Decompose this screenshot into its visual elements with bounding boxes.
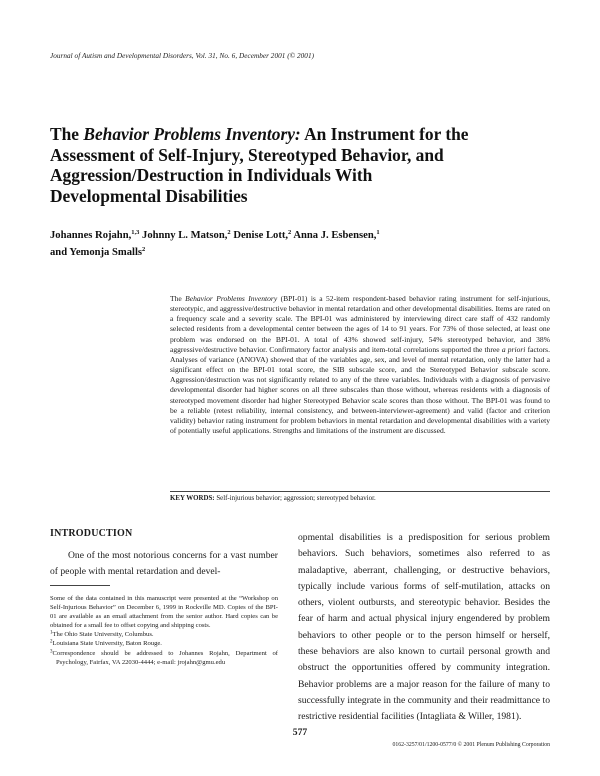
footnote-divider	[50, 585, 110, 586]
article-title	[50, 124, 480, 206]
title-prefix: The	[50, 124, 84, 144]
author-matson: Johnny L. Matson,	[142, 230, 228, 241]
keywords-label: KEY WORDS:	[170, 495, 215, 502]
abstract-part-3: factors. Analyses of variance (ANOVA) showed that of the variables age, sex, and level of mental retardation, only the latter had a significant effect on the BPI-01 total score, the SIB subscale score, and the Stereotyped Behavior subscale score. Aggression/destruction was not significantly related to any of the three variables. Individuals with a diagnosis of pervasive developmental disorder had higher scores on all three subscales than those without, whereas residents with a diagnosis of stereotyped movement disorder had higher Stereotyped Behavior scale scores than those without. The BPI-01 was found to be a reliable (retest reliability, internal consistency, and between-interviewer-agreement) and valid (factor and criterion validity) behavior rating instrument for problem behaviors in mental retardation and developmental disabilities with a variety of potentially useful applications. Strengths and limitations of the instrument are discussed.	[170, 344, 551, 436]
footnote-2-mark: 2	[50, 639, 53, 645]
abstract-instrument-name: Behavior Problems Inventory	[185, 294, 278, 303]
abstract	[170, 294, 550, 436]
title-rest: An Instrument for the Assessment of Self-Injury, Stereotyped Behavior, and Aggression/Destruction in Individuals With Developmental Disabilities	[50, 124, 469, 206]
footnote-3-mark: 3	[50, 649, 53, 655]
abstract-part-1: The	[170, 294, 186, 303]
keywords	[170, 494, 550, 504]
footnote-1-mark: 1	[50, 630, 53, 636]
author-rojahn-affiliation: 1,3	[131, 229, 140, 236]
footnote-1-text: The Ohio State University, Columbus.	[52, 631, 154, 639]
footnote-1	[50, 630, 278, 639]
footnote-2	[50, 639, 278, 648]
author-esbensen: Anna J. Esbensen,	[293, 230, 377, 241]
author-matson-affiliation: 2	[227, 229, 231, 236]
footnote-3	[50, 649, 278, 667]
title-instrument-name: Behavior Problems Inventory:	[83, 124, 301, 144]
introduction-right-column: opmental disabilities is a predisposition for serious problem behaviors. Such behaviors, sometimes also referred to as maladaptive, aberrant, challenging, or destructive behaviors, typically include various forms of self-mutilation, attacks on others, violent outbursts, and stereotypic behavior. Besides the fear of harm and actual physical injury engendered by problem behaviors to other people or to the person himself or herself, these behaviors are also known to curtail personal growth and obstruct the opportunities offered by community integration. Behavior problems are a major reason for the failure of many to successfully integrate in the community and their readmittance to restrictive residential facilities (Intagliata & Willer, 1981).	[298, 532, 550, 723]
footnotes	[50, 594, 278, 667]
author-lott: Denise Lott,	[233, 230, 289, 241]
author-smalls: Yemonja Smalls	[69, 247, 143, 258]
abstract-a-priori: a priori	[501, 344, 526, 354]
page-number: 577	[292, 727, 308, 738]
abstract-part-2: (BPI-01) is a 52-item respondent-based behavior rating instrument for self-injurious, stereotypic, and aggressive/destructive behavior in mental retardation and other developmental disabilities. Items are rated on a frequency scale and a severity scale. The BPI-01 was administered by interviewing direct care staff of 432 randomly selected residents from a developmental center between the ages of 14 to 91 years. For 73% of those selected, at least one problem was endorsed on the BPI-01. A total of 43% showed self-injury, 54% stereotyped behavior, and 38% aggressive/destructive behavior. Confirmatory factor analysis and item-total correlations supported the three	[170, 294, 550, 354]
author-conjunction: and	[50, 247, 70, 258]
author-rojahn: Johannes Rojahn,	[50, 230, 132, 241]
author-esbensen-affiliation: 1	[376, 229, 380, 236]
footnote-3-text: Correspondence should be addressed to Johannes Rojahn, Department of Psychology, Fairfax, VA 22030-4444; e-mail: jrojahn@gmu.edu	[52, 649, 278, 666]
keywords-divider	[170, 491, 550, 492]
keywords-text: Self-injurious behavior; aggression; stereotyped behavior.	[214, 495, 376, 502]
author-smalls-affiliation: 2	[142, 246, 146, 253]
author-list	[50, 227, 470, 261]
journal-header: Journal of Autism and Developmental Disorders, Vol. 31, No. 6, December 2001 (© 2001)	[50, 52, 315, 60]
introduction-left-column: One of the most notorious concerns for a vast number of people with mental retardation and devel-	[50, 550, 278, 578]
footnote-2-text: Louisiana State University, Baton Rouge.	[52, 640, 162, 648]
introduction-heading: INTRODUCTION	[50, 528, 133, 539]
author-lott-affiliation: 2	[288, 229, 292, 236]
copyright-line: 0162-3257/01/1200-0577/0 © 2001 Plenum Publishing Corporation	[392, 742, 550, 748]
footnote-presentation: Some of the data contained in this manuscript were presented at the “Workshop on Self-Injurious Behavior” on December 6, 1999 in Rockville MD. Copies of the BPI-01 are available as an email attachment from the senior author. Hard copies can be obtained for a small fee to offset copying and shipping costs.	[50, 595, 278, 630]
